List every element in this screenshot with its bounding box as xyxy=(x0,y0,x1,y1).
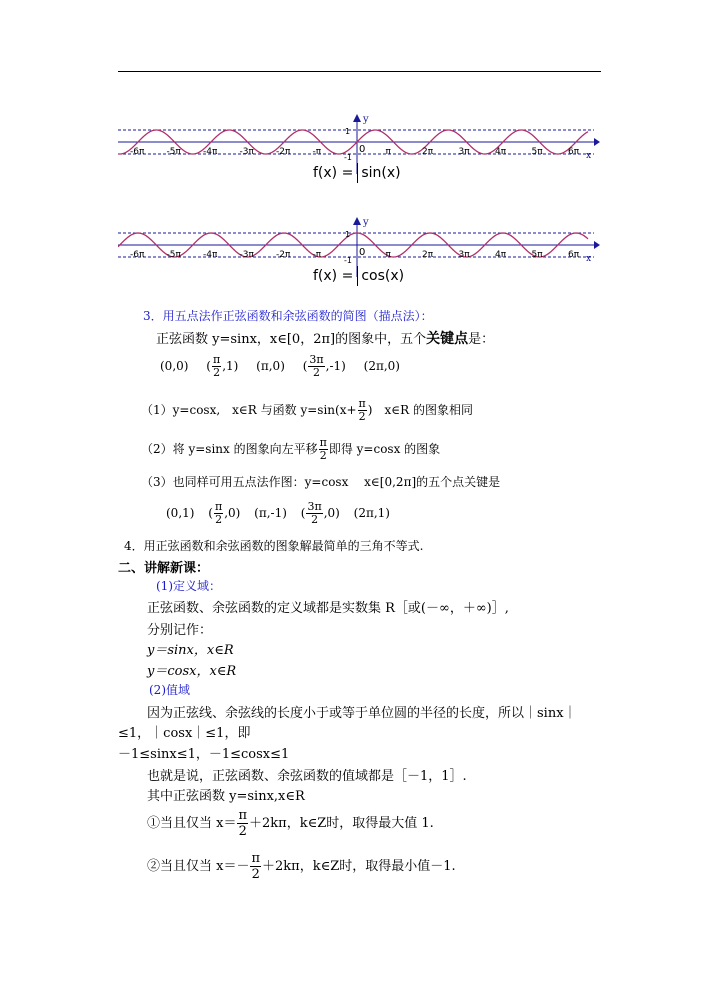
domain-text: 正弦函数、余弦函数的定义域都是实数集 R［或(－∞，＋∞)］, xyxy=(147,601,509,616)
among-text: 其中正弦函数 y=sinx,x∈R xyxy=(147,789,305,804)
tick-label: -3π xyxy=(239,250,254,260)
bottom-tick-label: -1 xyxy=(344,256,352,265)
key-points-term: 关键点 xyxy=(426,331,469,347)
range-text-2: ≤1，｜cosx｜≤1，即 xyxy=(118,726,251,741)
caption-left: f(x) = xyxy=(313,268,354,284)
origin-label: 0 xyxy=(359,247,366,258)
tick-label: -4π xyxy=(203,250,218,260)
range-text-4: 也就是说，正弦函数、余弦函数的值域都是［－1，1］. xyxy=(147,769,467,784)
point-3: (π,0) xyxy=(256,359,285,373)
tick-labels xyxy=(130,250,580,260)
top-tick-label: 1 xyxy=(345,127,351,136)
point-1: (0,0) xyxy=(160,359,189,373)
tick-label: -3π xyxy=(239,147,254,157)
tick-label: 5π xyxy=(531,250,543,260)
caption-right: cos(x) xyxy=(361,268,405,284)
y-label: y xyxy=(363,114,369,125)
x-label: x xyxy=(586,254,592,264)
section-3-heading: 3．用五点法作正弦函数和余弦函数的简图（描点法）： xyxy=(143,309,433,323)
intro-text: 正弦函数 y=sinx，x∈[0，2π]的图象中，五个 xyxy=(156,332,427,347)
tick-label: -π xyxy=(312,147,322,157)
range-text-1: 因为正弦线、余弦线的长度小于或等于单位圆的半径的长度，所以｜sinx｜ xyxy=(147,706,577,721)
point-2: ( $\frac{\pi}{2}$ ,1) xyxy=(206,353,239,379)
y-label: y xyxy=(363,217,369,228)
origin-label: 0 xyxy=(359,144,366,155)
tick-label: 6π xyxy=(568,250,580,260)
domain-title: (1)定义域： xyxy=(156,579,221,593)
x-axis-arrow xyxy=(594,241,600,249)
range-text-3: －1≤sinx≤1，－1≤cosx≤1 xyxy=(118,747,290,762)
cosine-five-points xyxy=(166,498,390,528)
intro-tail: 是： xyxy=(468,332,495,347)
note-3: （3）也同样可用五点法作图：y=cosx x∈[0,2π]的五个点关键是 xyxy=(141,475,501,489)
tick-label: 5π xyxy=(531,147,543,157)
tick-label: 6π xyxy=(568,147,580,157)
tick-label: π xyxy=(385,147,391,157)
header-rule xyxy=(118,71,601,72)
cpoint-2: ( $\frac{\pi}{2}$ ,0) xyxy=(208,500,241,526)
tick-label: -5π xyxy=(166,147,181,157)
point-5: (2π,0) xyxy=(363,359,400,373)
new-lesson-heading: 二、讲解新课： xyxy=(118,561,210,576)
tick-label: -π xyxy=(312,250,322,260)
cursor-bar xyxy=(357,266,358,286)
tick-label: -6π xyxy=(130,250,145,260)
tick-label: 2π xyxy=(422,250,434,260)
range-title: (2)值域 xyxy=(149,683,190,697)
caption-left: f(x) = xyxy=(313,165,354,181)
sine-key-points-intro xyxy=(156,328,494,348)
cpoint-1: (0,1) xyxy=(166,506,195,520)
tick-labels xyxy=(130,147,580,157)
tick-label: -2π xyxy=(276,250,291,260)
cpoint-5: (2π,1) xyxy=(353,506,390,520)
caption-right: sin(x) xyxy=(361,165,401,181)
point-4: ( $\frac{3\pi}{2}$ ,-1) xyxy=(302,353,346,379)
cos-caption xyxy=(313,266,404,286)
tick-label: -5π xyxy=(166,250,181,260)
tick-label: 2π xyxy=(422,147,434,157)
cos-domain: y＝cosx，x∈R xyxy=(147,664,237,679)
tick-label: 4π xyxy=(495,147,507,157)
note-1: （1）y=cosx, x∈R 与函数 y=sin(x+ $\frac{\pi}{2}$ ) x∈R 的图象相同 xyxy=(141,397,473,423)
tick-label: 3π xyxy=(458,147,470,157)
bottom-tick-label: -1 xyxy=(344,153,352,162)
tick-label: -6π xyxy=(130,147,145,157)
tick-label: 3π xyxy=(458,250,470,260)
tick-label: -4π xyxy=(203,147,218,157)
cpoint-3: (π,-1) xyxy=(254,506,287,520)
sine-five-points xyxy=(160,352,400,380)
tick-label: -2π xyxy=(276,147,291,157)
tick-label: π xyxy=(385,250,391,260)
y-axis-arrow xyxy=(353,217,361,225)
sin-caption xyxy=(313,163,401,183)
min-condition: ②当且仅当 x＝－ $\frac{\pi}{2}$ ＋2kπ，k∈Z时，取得最小值－1. xyxy=(147,851,456,882)
max-condition: ①当且仅当 x＝ $\frac{\pi}{2}$ ＋2kπ，k∈Z时，取得最大值 1. xyxy=(147,808,434,839)
note-2: （2）将 y=sinx 的图象向左平移 $\frac{\pi}{2}$ 即得 y=cosx 的图象 xyxy=(141,436,441,462)
x-axis-arrow xyxy=(594,138,600,146)
section-4: 4．用正弦函数和余弦函数的图象解最简单的三角不等式. xyxy=(124,539,424,553)
tick-label: 4π xyxy=(495,250,507,260)
denote-text: 分别记作： xyxy=(147,623,213,638)
x-label: x xyxy=(586,151,592,161)
cpoint-4: ( $\frac{3\pi}{2}$ ,0) xyxy=(300,500,340,526)
y-axis-arrow xyxy=(353,114,361,122)
cursor-bar xyxy=(357,163,358,183)
top-tick-label: 1 xyxy=(345,230,351,239)
sin-domain: y＝sinx，x∈R xyxy=(147,643,234,658)
